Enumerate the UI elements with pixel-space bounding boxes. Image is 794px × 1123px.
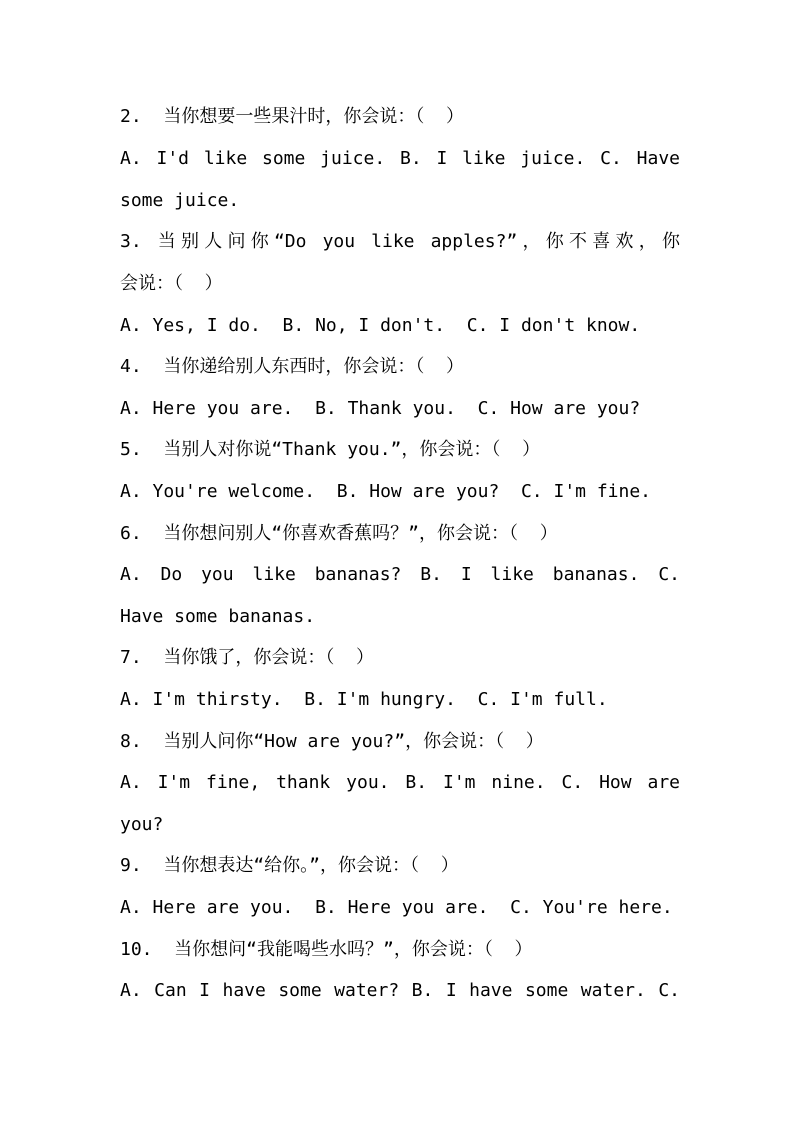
- question-6-options-cont: Have some bananas.: [120, 606, 316, 627]
- question-6-options: A. Do you like bananas? B. I like bananas. C.: [120, 564, 680, 585]
- question-5: 5. 当别人对你说“Thank you.”，你会说：（ ）: [120, 439, 541, 460]
- question-2: 2. 当你想要一些果汁时，你会说：（ ）: [120, 106, 465, 127]
- question-7: 7. 当你饿了，你会说：（ ）: [120, 647, 375, 668]
- question-8-options: A. I'm fine, thank you. B. I'm nine. C. How are: [120, 772, 680, 793]
- question-5-options: A. You're welcome. B. How are you? C. I'm fine.: [120, 481, 652, 502]
- question-7-options: A. I'm thirsty. B. I'm hungry. C. I'm full.: [120, 689, 608, 710]
- question-9: 9. 当你想表达“给你。”，你会说：（ ）: [120, 855, 459, 876]
- question-3: 3. 当别人问你“Do you like apples?”，你不喜欢，你: [120, 231, 680, 252]
- question-3-options: A. Yes, I do. B. No, I don't. C. I don't know.: [120, 315, 641, 336]
- question-8-options-cont: you?: [120, 814, 164, 835]
- question-2-options: A. I'd like some juice. B. I like juice. C. Have: [120, 148, 680, 169]
- question-3-cont: 会说：（ ）: [120, 273, 223, 294]
- question-8: 8. 当别人问你“How are you?”，你会说：（ ）: [120, 731, 544, 752]
- question-6: 6. 当你想问别人“你喜欢香蕉吗？”，你会说：（ ）: [120, 523, 558, 544]
- question-10: 10. 当你想问“我能喝些水吗？”，你会说：（ ）: [120, 939, 533, 960]
- question-4: 4. 当你递给别人东西时，你会说：（ ）: [120, 356, 465, 377]
- question-10-options: A. Can I have some water? B. I have some water. C.: [120, 980, 680, 1001]
- question-2-options-cont: some juice.: [120, 190, 240, 211]
- question-9-options: A. Here are you. B. Here you are. C. You're here.: [120, 897, 673, 918]
- question-4-options: A. Here you are. B. Thank you. C. How are you?: [120, 398, 641, 419]
